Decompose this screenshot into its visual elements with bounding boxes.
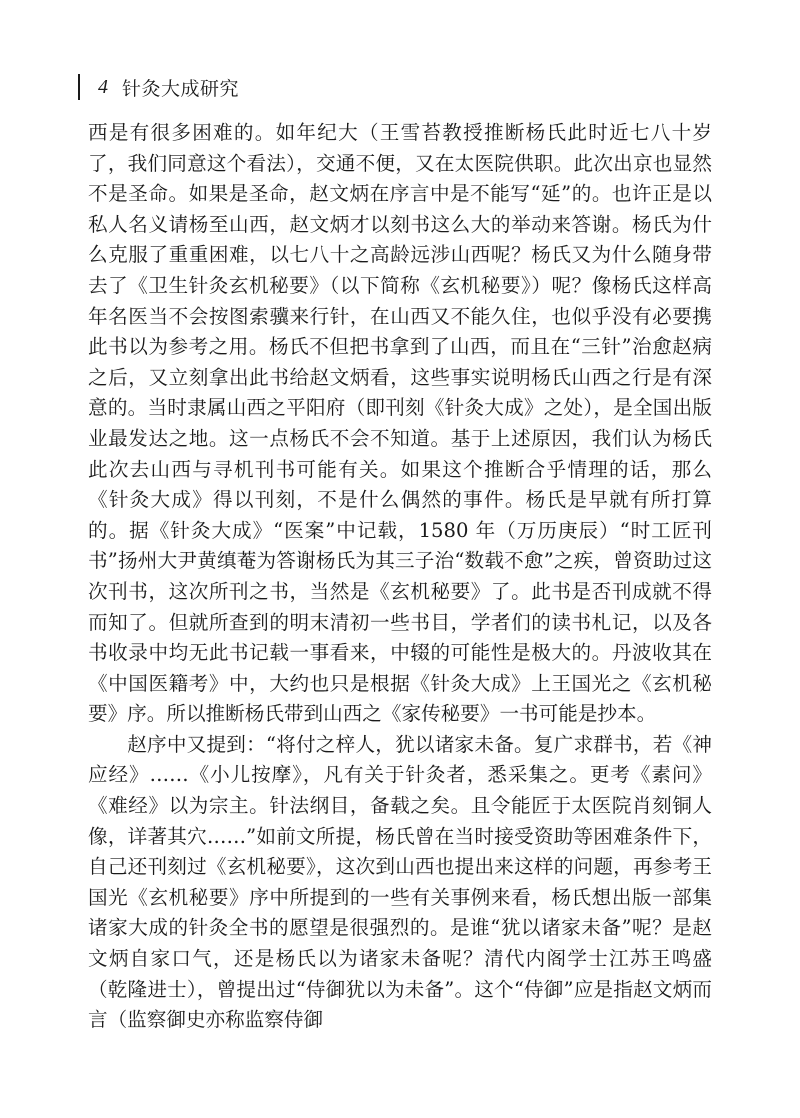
- body-text: [88, 118, 712, 1036]
- paragraph-2: 赵序中又提到：“将付之梓人，犹以诸家未备。复广求群书，若《神应经》……《小儿按摩》，凡有关于针灸者，悉采集之。更考《素问》《难经》以为宗主。针法纲目，备载之矣。且令能匠于太医院肖刻铜人像，详著其穴……”如前文所提，杨氏曾在当时接受资助等困难条件下，自己还刊刻过《玄机秘要》，这次到山西也提出来这样的问题，再参考王国光《玄机秘要》序中所提到的一些有关事例来看，杨氏想出版一部集诸家大成的针灸全书的愿望是很强烈的。是谁“犹以诸家未备”呢？是赵文炳自家口气，还是杨氏以为诸家未备呢？清代内阁学士江苏王鸣盛（乾隆进士），曾提出过“侍御犹以为未备”。这个“侍御”应是指赵文炳而言（监察御史亦称监察侍御: [88, 732, 712, 1032]
- header-divider: [78, 74, 80, 100]
- page-number: 4: [98, 75, 108, 98]
- paragraph-1: 西是有很多困难的。如年纪大（王雪苔教授推断杨氏此时近七八十岁了，我们同意这个看法），交通不便，又在太医院供职。此次出京也显然不是圣命。如果是圣命，赵文炳在序言中是不能写“延”的。也许正是以私人名义请杨至山西，赵文炳才以刻书这么大的举动来答谢。杨氏为什么克服了重重困难，以七八十之高龄远涉山西呢？杨氏又为什么随身带去了《卫生针灸玄机秘要》（以下简称《玄机秘要》）呢？像杨氏这样高年名医当不会按图索骥来行针，在山西又不能久住，也似乎没有必要携此书以为参考之用。杨氏不但把书拿到了山西，而且在“三针”治愈赵病之后，又立刻拿出此书给赵文炳看，这些事实说明杨氏山西之行是有深意的。当时隶属山西之平阳府（即刊刻《针灸大成》之处），是全国出版业最发达之地。这一点杨氏不会不知道。基于上述原因，我们认为杨氏此次去山西与寻机刊书可能有关。如果这个推断合乎情理的话，那么《针灸大成》得以刊刻，不是什么偶然的事件。杨氏是早就有所打算的。据《针灸大成》“医案”中记载，1580 年（万历庚辰）“时工匠刊书”扬州大尹黄缜菴为答谢杨氏为其三子治“数载不愈”之疾，曾资助过这次刊书，这次所刊之书，当然是《玄机秘要》了。此书是否刊成就不得而知了。但就所查到的明末清初一些书目，学者们的读书札记，以及各书收录中均无此书记载一事看来，中辍的可能性是极大的。丹波收其在《中国医籍考》中，大约也只是根据《针灸大成》上王国光之《玄机秘要》序。所以推断杨氏带到山西之《家传秘要》一书可能是抄本。: [88, 121, 712, 726]
- running-header: [78, 70, 239, 104]
- book-title: 针灸大成研究: [122, 77, 240, 100]
